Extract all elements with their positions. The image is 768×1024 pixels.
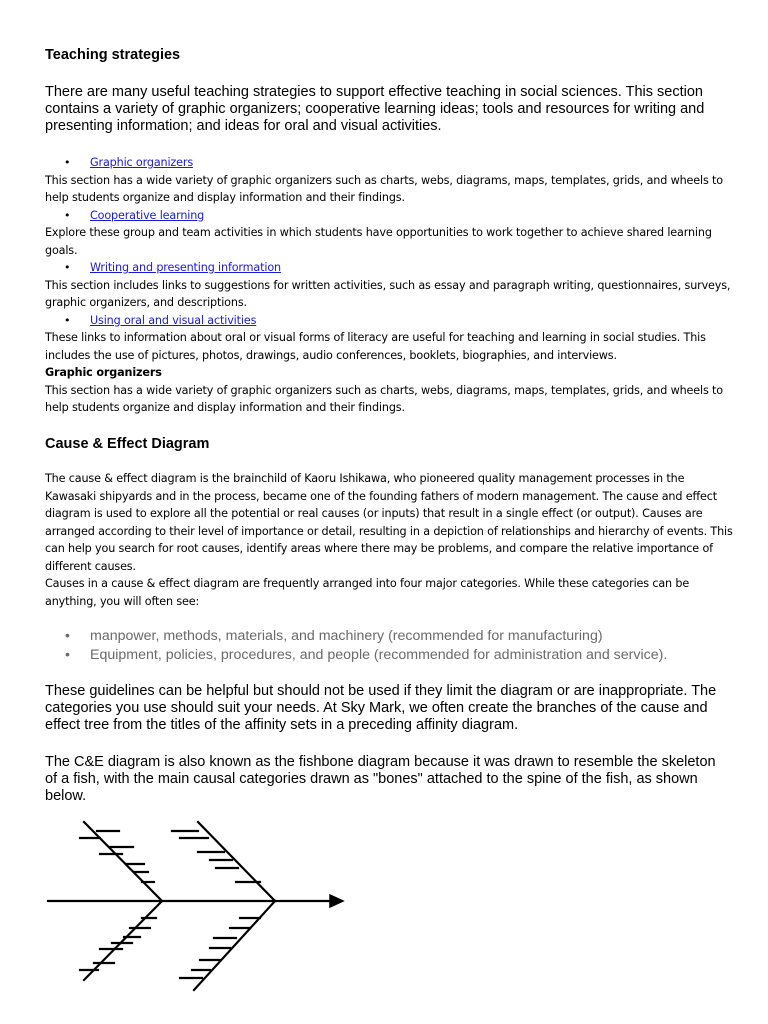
- sub-heading-graphic-organizers: Graphic organizers: [45, 366, 162, 379]
- bullet-icon: •: [64, 313, 71, 327]
- category-list: [45, 627, 745, 664]
- description-cooperative-learning: Explore these group and team activities in which students have opportunities to work together to achieve shared learning goals.: [45, 226, 712, 257]
- bullet-icon: •: [64, 261, 71, 274]
- description-oral-visual: These links to information about oral or visual forms of literacy are useful for teaching and learning in social studies. This includes the use of pictures, photos, drawings, audio conferences, booklets, biographies, and interviews.: [45, 331, 706, 362]
- cause-effect-paragraph-2: Causes in a cause & effect diagram are frequently arranged into four major categories. While these categories can be anything, you will often see:: [45, 577, 690, 608]
- list-item: [45, 312, 735, 330]
- sub-description-graphic-organizers: This section has a wide variety of graphic organizers such as charts, webs, diagrams, maps, templates, grids, and wheels to help students organize and display information and their findings.: [45, 383, 723, 414]
- cause-effect-paragraph-1: The cause & effect diagram is the brainchild of Kaoru Ishikawa, who pioneered quality management processes in the Kawasaki shipyards and in the process, became one of the founding fathers of modern management. The cause and effect diagram is used to explore all the potential or real causes (or inputs) that result in a single effect (or output). Causes are arranged according to their level of importance or detail, resulting in a depiction of relationships and hierarchy of events. This can help you search for root causes, identify areas where there may be problems, and compare the relative importance of different causes.: [45, 472, 733, 573]
- list-item: [45, 207, 735, 225]
- fishbone-arrowhead: [330, 895, 343, 907]
- description-writing-presenting: This section includes links to suggestions for written activities, such as essay and paragraph writing, questionnaires, surveys, graphic organizers, and descriptions.: [45, 278, 731, 309]
- bone-left-upper: [84, 822, 162, 901]
- intro-paragraph: There are many useful teaching strategies to support effective teaching in social sciences. This section contains a variety of graphic organizers; cooperative learning ideas; tools and resources for writing and presenting information; and ideas for oral and visual activities.: [45, 84, 705, 134]
- list-item: • Equipment, policies, procedures, and people (recommended for administration and service).: [65, 646, 668, 663]
- link-graphic-organizers[interactable]: Graphic organizers: [90, 156, 194, 169]
- link-oral-visual[interactable]: Using oral and visual activities: [90, 313, 257, 327]
- strategy-list: [45, 154, 735, 417]
- guidelines-paragraph: These guidelines can be helpful but should not be used if they limit the diagram or are inappropriate. The categories you use should suit your needs. At Sky Mark, we often create the branches of the cause and effect tree from the titles of the affinity sets in a preceding affinity diagram.: [45, 683, 717, 733]
- cause-effect-body: [45, 470, 735, 610]
- fishbone-diagram: [40, 820, 360, 1000]
- list-item: • manpower, methods, materials, and machinery (recommended for manufacturing): [65, 628, 603, 644]
- bone-right-upper: [198, 822, 275, 901]
- list-item: [45, 259, 735, 277]
- bullet-icon: •: [64, 156, 71, 169]
- bone-left-lower: [84, 901, 162, 980]
- description-graphic-organizers: This section has a wide variety of graphic organizers such as charts, webs, diagrams, maps, templates, grids, and wheels to help students organize and display information and their findings.: [45, 173, 723, 204]
- fishbone-paragraph: The C&E diagram is also known as the fishbone diagram because it was drawn to resemble the skeleton of a fish, with the main causal categories drawn as "bones" attached to the spine of the fish, as shown below.: [45, 754, 716, 804]
- bullet-icon: •: [64, 208, 71, 222]
- list-item: [45, 154, 735, 172]
- bone-right-lower: [194, 901, 275, 990]
- section-heading-teaching: Teaching strategies: [45, 47, 181, 63]
- link-writing-presenting[interactable]: Writing and presenting information: [90, 261, 281, 274]
- section-heading-cause-effect: Cause & Effect Diagram: [45, 436, 210, 452]
- link-cooperative-learning[interactable]: Cooperative learning: [90, 208, 205, 222]
- bullet-icon: •: [65, 646, 70, 663]
- bullet-icon: •: [65, 628, 70, 644]
